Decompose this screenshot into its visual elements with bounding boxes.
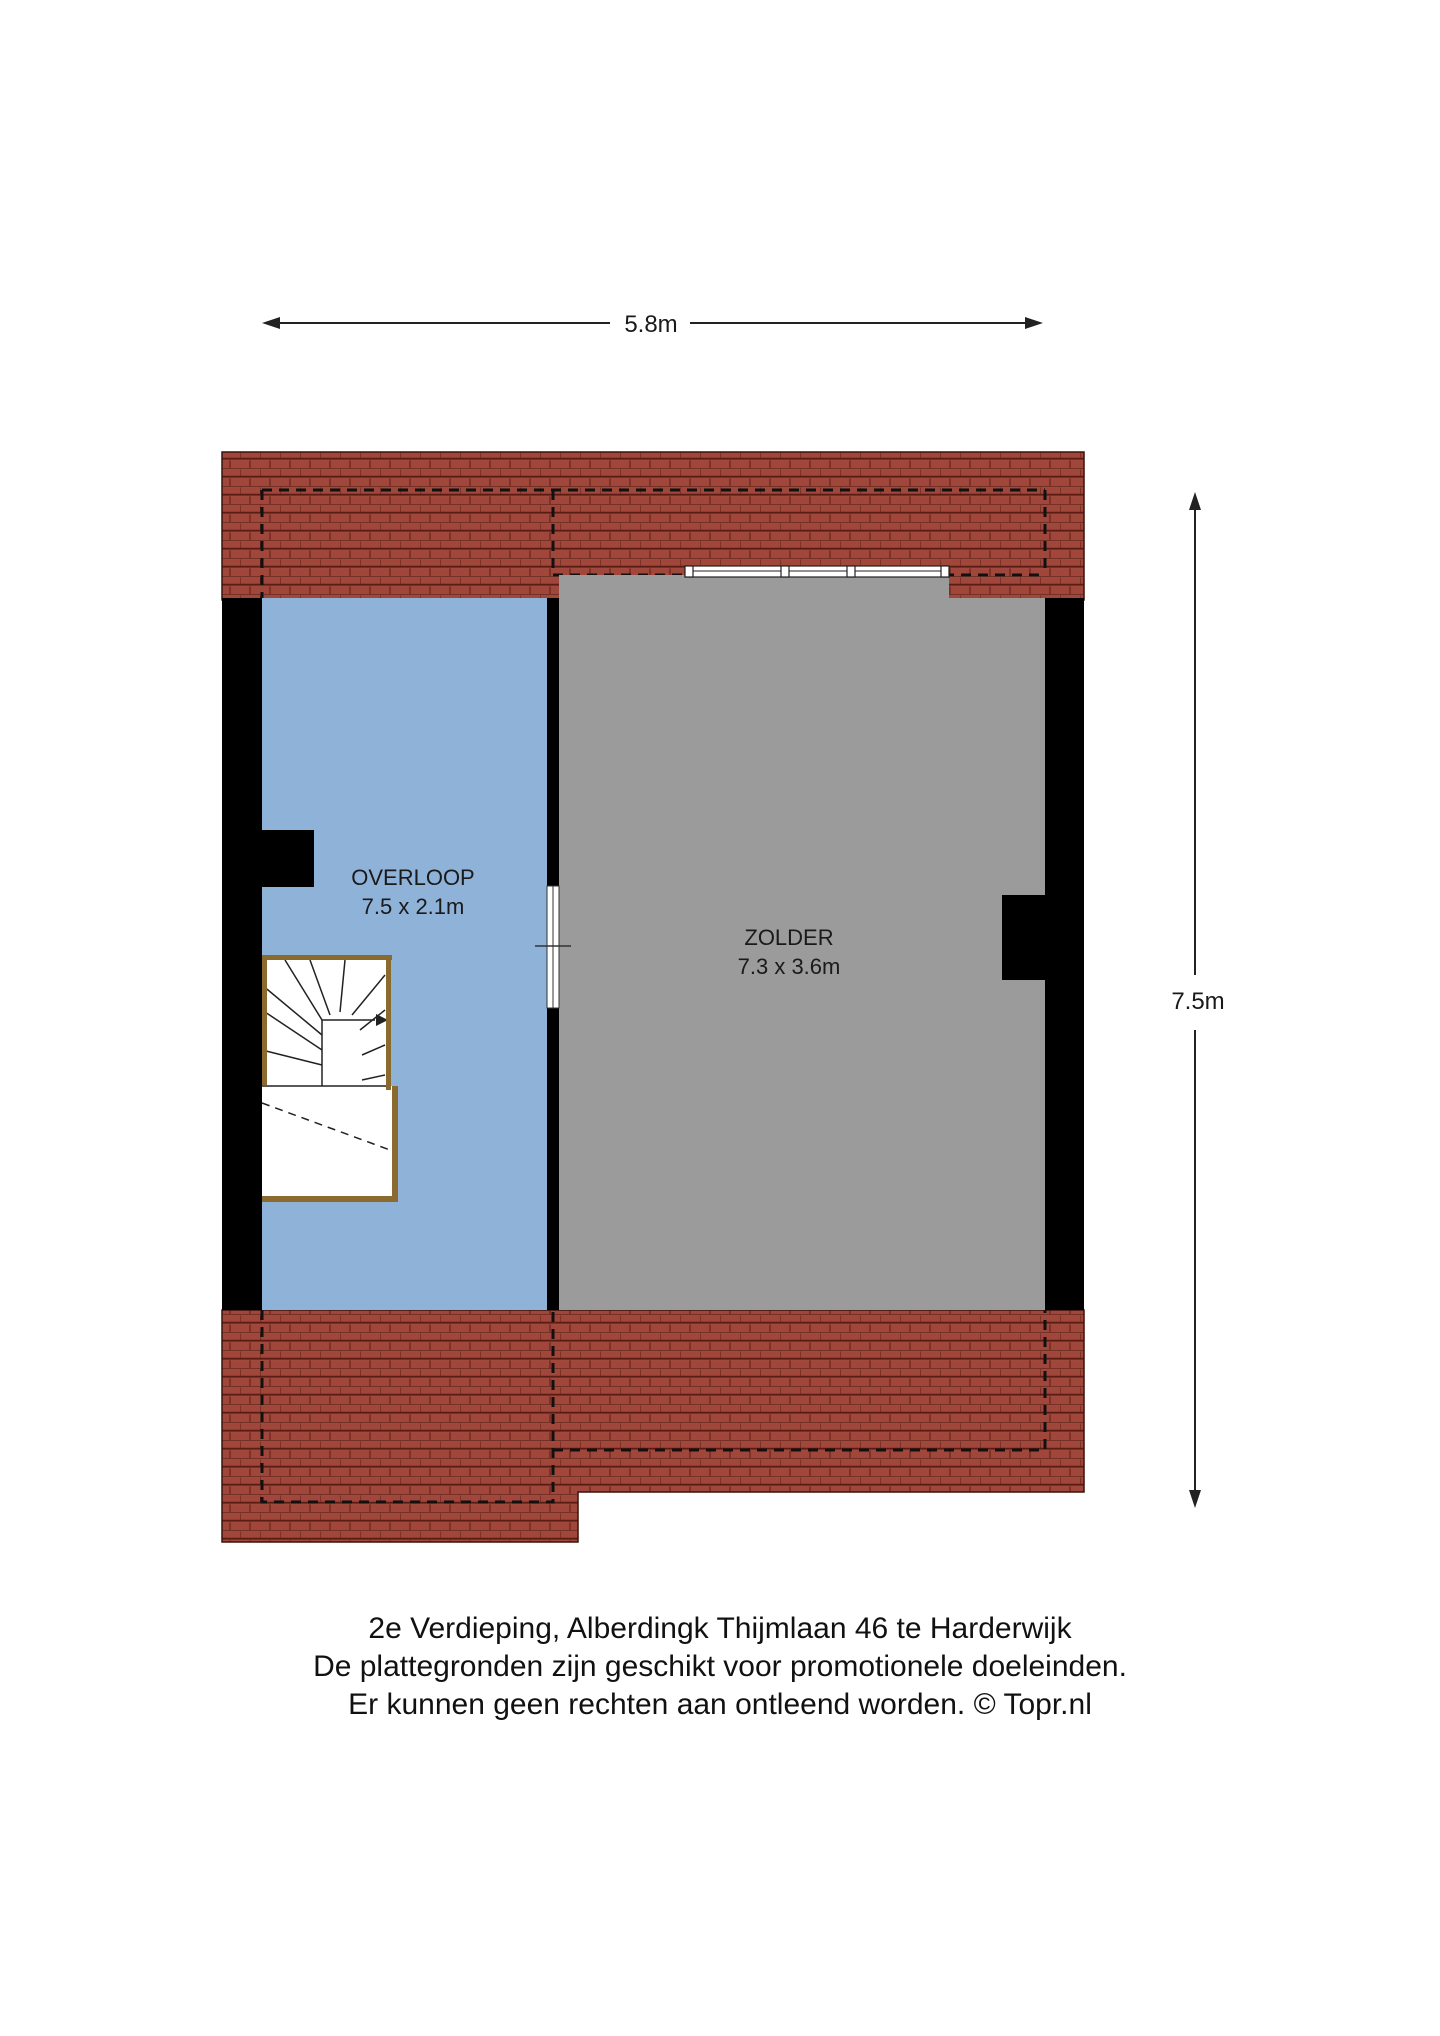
height-dimension-label: 7.5m bbox=[1171, 988, 1225, 1015]
room-size-zolder: 7.3 x 3.6m bbox=[737, 954, 841, 979]
width-dimension bbox=[262, 311, 1043, 338]
stair-rail-side bbox=[392, 1086, 398, 1200]
stair-rail-top bbox=[262, 955, 392, 960]
room-name-overloop: OVERLOOP bbox=[351, 865, 475, 890]
caption-line-3: Er kunnen geen rechten aan ontleend worden. © Topr.nl bbox=[348, 1688, 1092, 1721]
room-name-zolder: ZOLDER bbox=[744, 925, 834, 950]
wall-right bbox=[1045, 598, 1084, 1310]
overloop-floor bbox=[262, 598, 547, 1310]
wall-partition-upper bbox=[547, 598, 559, 886]
chimney-left bbox=[262, 830, 314, 887]
chimney-right bbox=[1002, 895, 1045, 980]
room-size-overloop: 7.5 x 2.1m bbox=[361, 894, 465, 919]
stair-rail-bottom bbox=[262, 1196, 398, 1202]
stair-rail-left bbox=[262, 955, 267, 1085]
wall-left bbox=[222, 598, 262, 1310]
wall-partition-lower bbox=[547, 1008, 559, 1310]
height-dimension bbox=[1171, 492, 1224, 1508]
width-dimension-label: 5.8m bbox=[624, 311, 678, 338]
staircase bbox=[262, 955, 398, 1202]
caption-line-2: De plattegronden zijn geschikt voor promotionele doeleinden. bbox=[313, 1650, 1127, 1683]
roof-bottom bbox=[222, 1310, 1084, 1542]
caption bbox=[0, 1610, 1440, 1724]
caption-line-1: 2e Verdieping, Alberdingk Thijmlaan 46 te Harderwijk bbox=[368, 1612, 1072, 1645]
stair-rail-right bbox=[386, 955, 391, 1090]
dormer-window bbox=[685, 566, 949, 577]
